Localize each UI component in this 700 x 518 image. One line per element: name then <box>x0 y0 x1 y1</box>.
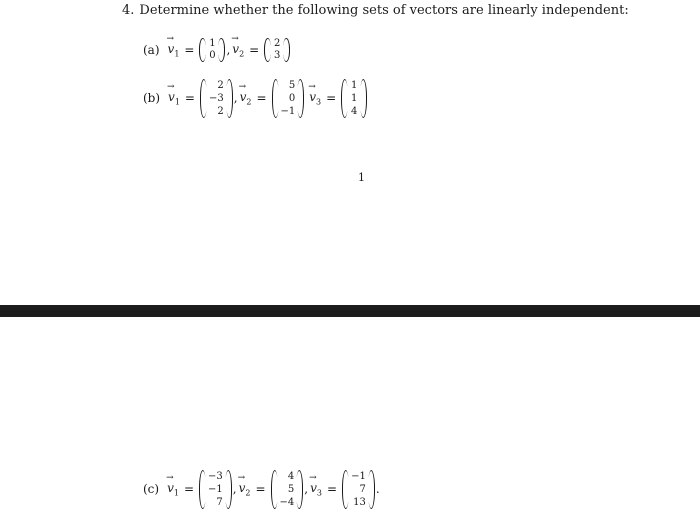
column-vector <box>342 470 375 509</box>
comma: , <box>233 91 238 105</box>
left-paren <box>199 38 206 62</box>
column-vector <box>199 38 225 62</box>
vector-entries: 5 0 −1 <box>280 79 296 117</box>
column-vector <box>199 470 232 509</box>
equals-sign: = <box>326 91 337 105</box>
right-paren <box>297 79 304 118</box>
right-paren <box>225 470 232 509</box>
left-paren <box>271 470 278 509</box>
vector-entries: 2 3 <box>274 38 281 61</box>
vector-entries: 4 5 −4 <box>279 470 295 508</box>
terminator: . <box>375 482 380 496</box>
vector-name: → $v_2$ <box>237 472 251 498</box>
left-paren <box>199 470 206 509</box>
right-paren <box>360 79 367 118</box>
vector-entries: −1 7 13 <box>351 470 366 508</box>
vector-name: → $v_1$ <box>167 81 180 107</box>
comma: , <box>232 482 237 496</box>
right-paren <box>296 470 303 509</box>
vector-entries: 1 0 <box>209 38 216 61</box>
right-paren <box>368 470 375 509</box>
comma: , <box>226 43 231 57</box>
equals-sign: = <box>255 482 266 496</box>
right-paren <box>283 38 290 62</box>
column-vector <box>271 470 304 509</box>
vector-name: → $v_1$ <box>166 33 180 59</box>
vector-name: → $v_3$ <box>309 472 322 498</box>
left-paren <box>272 79 279 118</box>
equals-sign: = <box>184 43 195 57</box>
equals-sign: = <box>327 482 338 496</box>
column-vector <box>264 38 290 62</box>
vector-name: → $v_2$ <box>231 33 245 59</box>
part-c <box>143 463 382 515</box>
part-b-label: (b) <box>143 91 161 105</box>
right-paren <box>218 38 225 62</box>
comma: , <box>304 482 309 496</box>
vector-name: → $v_2$ <box>238 81 252 107</box>
left-paren <box>342 470 349 509</box>
left-paren <box>341 79 348 118</box>
equals-sign: = <box>256 91 267 105</box>
equals-sign: = <box>249 43 260 57</box>
problem-text: Determine whether the following sets of vectors are linearly independent: <box>139 3 629 18</box>
page-divider <box>0 305 700 317</box>
vector-entries: 1 1 4 <box>351 79 358 117</box>
page-number: 1 <box>358 171 365 184</box>
part-a-label: (a) <box>143 43 160 57</box>
vector-name: → $v_1$ <box>166 472 179 498</box>
part-b <box>143 72 367 124</box>
left-paren <box>200 79 207 118</box>
problem-heading <box>122 3 629 18</box>
equals-sign: = <box>184 91 195 105</box>
equals-sign: = <box>183 482 195 496</box>
right-paren <box>226 79 233 118</box>
part-c-label: (c) <box>143 482 160 496</box>
vector-name: → $v_3$ <box>308 81 322 107</box>
vector-entries: 2 −3 2 <box>208 79 224 117</box>
column-vector <box>341 79 367 118</box>
problem-number: 4. <box>122 3 135 18</box>
part-a <box>143 35 290 65</box>
vector-entries: −3 −1 7 <box>208 470 223 508</box>
left-paren <box>264 38 271 62</box>
column-vector <box>272 79 305 118</box>
column-vector <box>200 79 233 118</box>
